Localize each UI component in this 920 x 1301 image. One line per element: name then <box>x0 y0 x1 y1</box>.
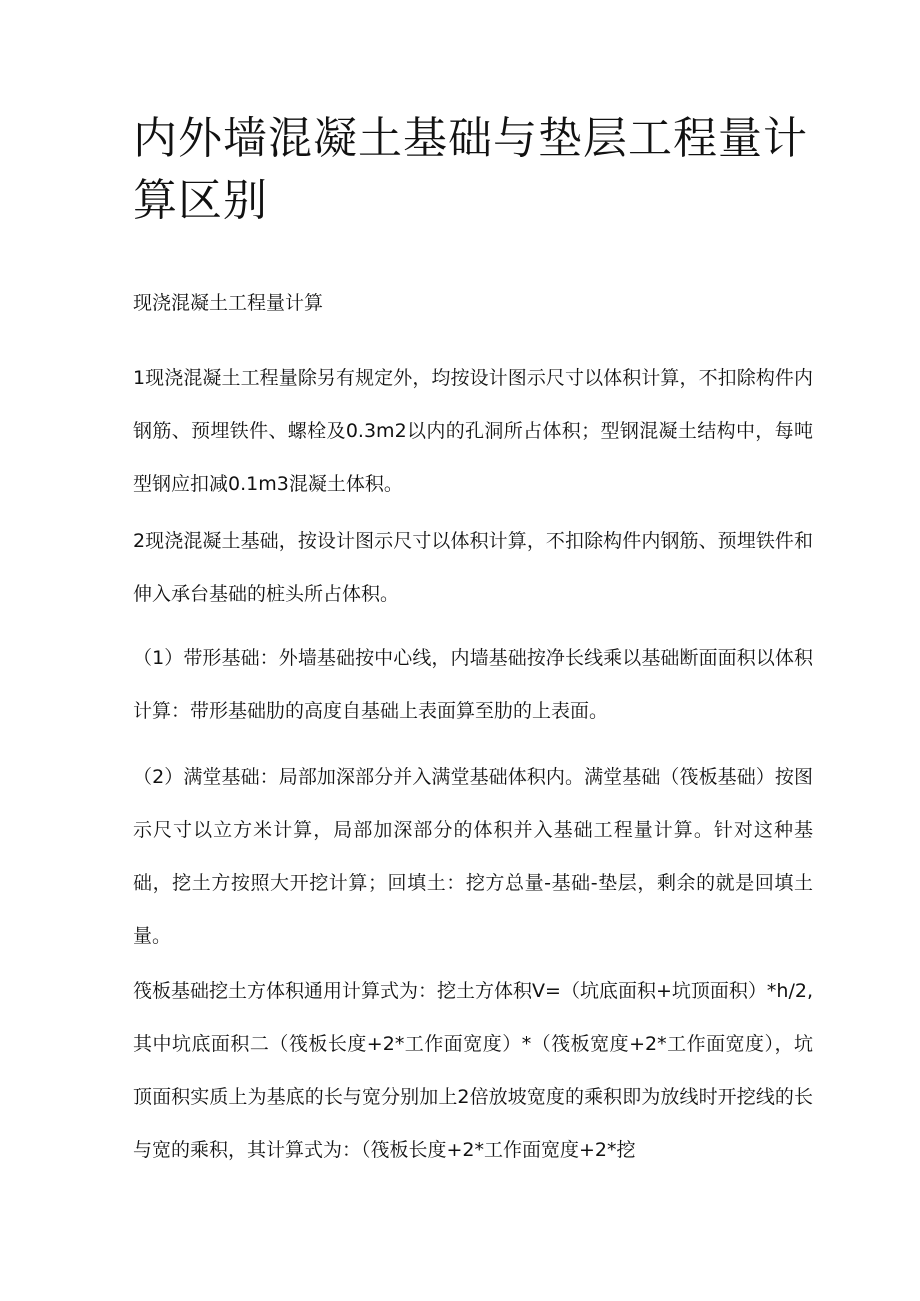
paragraph-5: 筏板基础挖土方体积通用计算式为：挖土方体积V=（坑底面积+坑顶面积）*h/2,其中坑底面积二（筏板长度+2*工作面宽度）*（筏板宽度+2*工作面宽度），坑顶面积实质上为基底的长与宽分别加上2倍放坡宽度的乘积即为放线时开挖线的长与宽的乘积，其计算式为：（筏板长度+2*工作面宽度+2*挖 <box>133 980 813 1161</box>
paragraph-1: 1现浇混凝土工程量除另有规定外，均按设计图示尺寸以体积计算，不扣除构件内钢筋、预埋铁件、螺栓及0.3m2以内的孔洞所占体积；型钢混凝土结构中，每吨型钢应扣减0.1m3混凝土体积。 <box>133 367 813 495</box>
paragraph-3: （1）带形基础：外墙基础按中心线，内墙基础按净长线乘以基础断面面积以体积计算：带形基础肋的高度自基础上表面算至肋的上表面。 <box>133 647 813 722</box>
paragraph-4: （2）满堂基础：局部加深部分并入满堂基础体积内。满堂基础（筏板基础）按图示尺寸以立方米计算，局部加深部分的体积并入基础工程量计算。针对这种基础，挖土方按照大开挖计算；回填土：挖方总量-基础-垫层，剩余的就是回填土量。 <box>133 766 813 947</box>
section-heading: 现浇混凝土工程量计算 <box>133 292 324 314</box>
document-title: 内外墙混凝土基础与垫层工程量计算区别 <box>133 113 808 226</box>
paragraph-2: 2现浇混凝土基础，按设计图示尺寸以体积计算，不扣除构件内钢筋、预埋铁件和伸入承台基础的桩头所占体积。 <box>133 530 813 605</box>
